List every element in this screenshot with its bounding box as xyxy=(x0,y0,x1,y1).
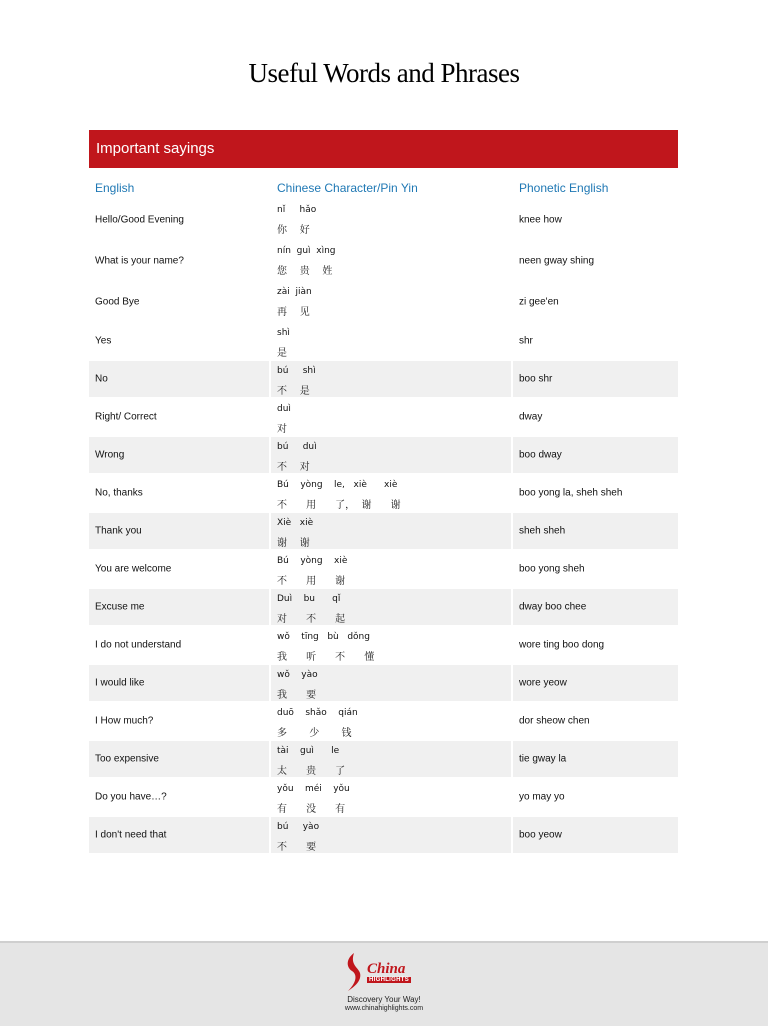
pinyin-cell: Bú yòng xiè xyxy=(277,556,348,566)
chinese-cell: 再 见 xyxy=(277,307,310,318)
english-cell: Too expensive xyxy=(95,753,159,765)
english-cell: No xyxy=(95,373,108,385)
chinese-cell: 是 xyxy=(277,348,287,359)
english-cell: Excuse me xyxy=(95,601,145,613)
column-header-chinese: Chinese Character/Pin Yin xyxy=(277,181,418,195)
table-row xyxy=(89,817,678,855)
logo-text: China xyxy=(367,961,406,977)
lantern-logo-icon xyxy=(340,951,366,993)
chinese-cell: 不 对 xyxy=(277,462,310,473)
pinyin-cell: yǒu méi yǒu xyxy=(277,784,350,794)
page-title: Useful Words and Phrases xyxy=(248,58,520,88)
table-row xyxy=(89,627,678,665)
footer-tagline: Discovery Your Way! xyxy=(347,995,421,1004)
pinyin-cell: wǒ yào xyxy=(277,670,318,680)
pinyin-cell: wǒ tīng bù dǒng xyxy=(277,632,370,642)
table-row xyxy=(89,741,678,779)
phonetic-cell: sheh sheh xyxy=(519,525,566,537)
china-highlights-logo xyxy=(340,951,440,991)
english-cell: Do you have…? xyxy=(95,791,167,803)
english-cell: No, thanks xyxy=(95,487,143,499)
pinyin-cell: Xiè xiè xyxy=(277,518,314,528)
pinyin-cell: bú yào xyxy=(277,822,320,832)
column-header-english: English xyxy=(95,181,135,195)
table-row xyxy=(89,589,678,627)
phonetic-cell: yo may yo xyxy=(519,791,565,803)
english-cell: What is your name? xyxy=(95,255,184,266)
table-row xyxy=(89,399,678,437)
chinese-cell: 对 xyxy=(277,424,287,435)
chinese-cell: 你 好 xyxy=(277,225,310,236)
english-cell: You are welcome xyxy=(95,563,172,575)
chinese-cell: 不 是 xyxy=(277,386,310,397)
table-row xyxy=(89,282,678,323)
chinese-cell: 不 用 谢 xyxy=(277,576,346,587)
chinese-cell: 我 听 不 懂 xyxy=(277,652,375,663)
chinese-cell: 不 用 了， 谢 谢 xyxy=(277,500,401,511)
column-header-phonetic: Phonetic English xyxy=(519,181,609,195)
english-cell: Hello/Good Evening xyxy=(95,214,184,225)
column-headers xyxy=(89,178,678,198)
phonetic-cell: boo yong la, sheh sheh xyxy=(519,487,623,499)
chinese-cell: 多 少 钱 xyxy=(277,728,352,739)
english-cell: Wrong xyxy=(95,449,125,461)
footer xyxy=(0,941,768,1026)
phonetic-cell: neen gway shing xyxy=(519,255,595,266)
chinese-cell: 不 要 xyxy=(277,842,317,853)
table-row xyxy=(89,200,678,241)
phonetic-cell: dway xyxy=(519,411,543,423)
chinese-cell: 我 要 xyxy=(277,690,317,701)
table-row xyxy=(89,323,678,361)
phonetic-cell: wore ting boo dong xyxy=(519,639,605,651)
phonetic-cell: zi gee'en xyxy=(519,296,559,307)
table-row xyxy=(89,665,678,703)
pinyin-cell: nín guì xìng xyxy=(277,246,336,256)
table-row xyxy=(89,513,678,551)
section-header: Important sayings xyxy=(89,130,678,168)
logo-subtext: HIGHLIGHTS xyxy=(369,977,409,983)
pinyin-cell: Duì bu qǐ xyxy=(277,594,341,604)
phrase-table xyxy=(89,200,678,855)
english-cell: I do not understand xyxy=(95,639,182,651)
pinyin-cell: Bú yòng le, xiè xiè xyxy=(277,480,398,490)
table-row xyxy=(89,475,678,513)
english-cell: I don't need that xyxy=(95,829,167,841)
pinyin-cell: duì xyxy=(277,404,291,414)
english-cell: Good Bye xyxy=(95,296,140,307)
phonetic-cell: dor sheow chen xyxy=(519,715,590,727)
english-cell: I How much? xyxy=(95,715,154,727)
pinyin-cell: nǐ hǎo xyxy=(277,205,317,215)
footer-url[interactable]: www.chinahighlights.com xyxy=(344,1005,424,1012)
table-row xyxy=(89,361,678,399)
pinyin-cell: bú shì xyxy=(277,366,316,376)
english-cell: I would like xyxy=(95,677,145,689)
phonetic-cell: boo dway xyxy=(519,449,562,461)
phonetic-cell: boo shr xyxy=(519,373,553,385)
english-cell: Right/ Correct xyxy=(95,411,157,423)
chinese-cell: 您 贵 姓 xyxy=(277,266,333,277)
table-row xyxy=(89,703,678,741)
chinese-cell: 太 贵 了 xyxy=(277,766,346,777)
chinese-cell: 谢 谢 xyxy=(277,538,310,549)
pinyin-cell: shì xyxy=(277,328,290,338)
pinyin-cell: tài guì le xyxy=(277,746,340,756)
chinese-cell: 有 没 有 xyxy=(277,804,346,815)
english-cell: Yes xyxy=(95,335,112,347)
phonetic-cell: shr xyxy=(519,335,533,347)
table-row xyxy=(89,551,678,589)
chinese-cell: 对 不 起 xyxy=(277,614,346,625)
table-row xyxy=(89,437,678,475)
pinyin-cell: zài jiàn xyxy=(277,287,312,297)
phonetic-cell: tie gway la xyxy=(519,753,567,765)
table-row xyxy=(89,241,678,282)
english-cell: Thank you xyxy=(95,525,142,537)
phonetic-cell: dway boo chee xyxy=(519,601,587,613)
phonetic-cell: wore yeow xyxy=(519,677,567,689)
pinyin-cell: bú duì xyxy=(277,442,317,452)
phonetic-cell: boo yong sheh xyxy=(519,563,585,575)
phonetic-cell: boo yeow xyxy=(519,829,562,841)
table-row xyxy=(89,779,678,817)
phonetic-cell: knee how xyxy=(519,214,562,225)
pinyin-cell: duō shǎo qián xyxy=(277,708,358,718)
